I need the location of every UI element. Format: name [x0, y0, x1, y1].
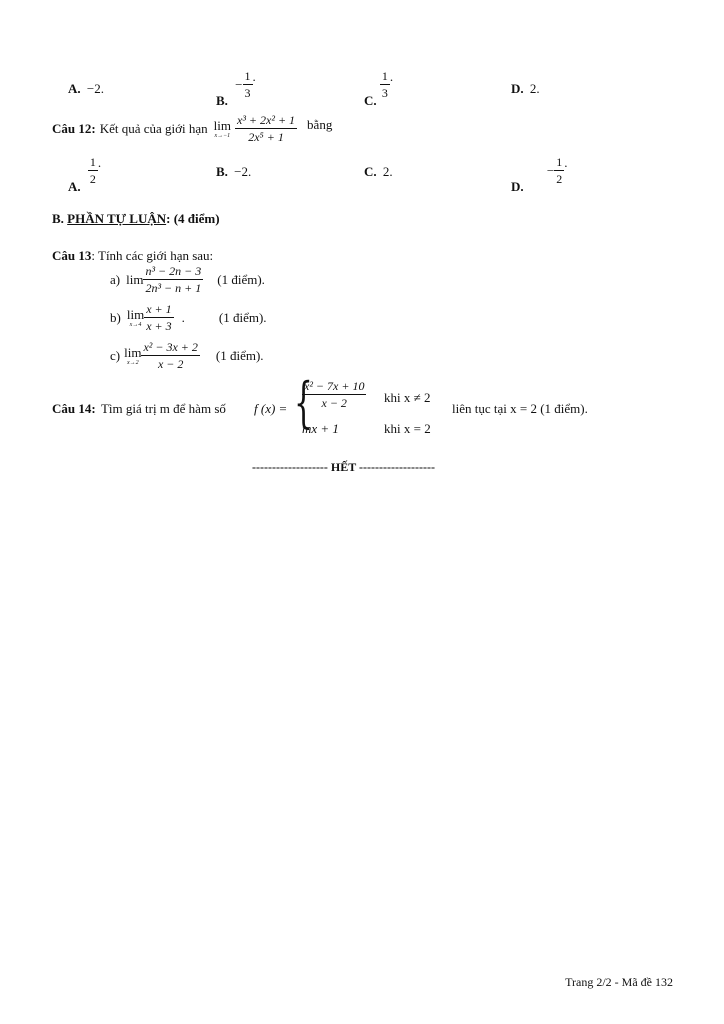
q12-option-a: [68, 155, 102, 195]
q12-a-label: A.: [68, 179, 81, 195]
q13-a-den: 2n³ − n + 1: [145, 281, 202, 295]
q14-case1-den: x − 2: [321, 396, 347, 410]
q11-c-den: 3: [381, 86, 388, 100]
end-mark: ------------------- HẾT -------------------: [252, 460, 435, 474]
q13-b-num: x + 1: [146, 302, 172, 316]
q13-b-den: x + 3: [146, 319, 172, 333]
q14-case1-num: x² − 7x + 10: [304, 379, 365, 393]
q12-lim-sub: x→−1: [214, 132, 231, 139]
q13-c-points: (1 điểm).: [215, 347, 264, 363]
q12-den: 2x⁵ + 1: [248, 130, 284, 144]
q14-case2-cond: khi x = 2: [384, 421, 431, 436]
q12-d-sign: −: [546, 163, 555, 179]
q11-a-label: A.: [68, 81, 81, 96]
q12-question: [52, 114, 332, 143]
q13-b-points: (1 điểm).: [218, 309, 267, 325]
q13-c-label: c): [110, 347, 121, 363]
q12-option-d: [511, 155, 568, 195]
q13-a-num: n³ − 2n − 3: [145, 264, 202, 278]
q13-b-limit: [127, 308, 144, 328]
q11-d-label: D.: [511, 81, 524, 96]
q11-b-num: 1: [244, 69, 251, 83]
q13-c-num: x² − 3x + 2: [143, 340, 198, 354]
q12-d-den: 2: [556, 172, 563, 186]
q13-b-tail: .: [181, 309, 185, 325]
q12-c-label: C.: [364, 164, 377, 179]
q11-option-d: [511, 81, 540, 97]
section-b-points: : (4 điểm): [166, 211, 220, 226]
q14-case1-fraction: [302, 380, 366, 409]
q13-title: Câu 13: [52, 248, 92, 263]
q13-a-points: (1 điểm).: [217, 271, 265, 287]
q12-suffix: bằng: [307, 116, 333, 132]
q12-d-label: D.: [511, 179, 524, 195]
q13-a-fraction: [143, 265, 203, 294]
q13-b-label: b): [110, 309, 121, 325]
q14-fx: f (x) =: [254, 401, 288, 416]
q14-case1-cond: khi x ≠ 2: [384, 390, 431, 405]
q11-b-tail: .: [252, 69, 256, 85]
q12-b-value: −2.: [234, 164, 252, 179]
q11-c-label: C.: [364, 93, 377, 109]
q13-c-sub: x→2: [126, 359, 139, 366]
q13-c-den: x − 2: [157, 357, 184, 371]
q12-c-value: 2.: [382, 164, 393, 179]
q13-b-sub: x→4: [129, 321, 142, 328]
q13-part-a: [110, 265, 265, 294]
q13-part-b: [110, 303, 267, 332]
q14-text-block: [52, 401, 226, 417]
q12-a-den: 2: [89, 172, 96, 186]
q14-brace: {: [294, 371, 313, 434]
q12-text: Kết quả của giới hạn: [99, 120, 208, 136]
q12-fraction: [235, 114, 297, 143]
q11-c-num: 1: [381, 69, 388, 83]
q11-option-b: [216, 69, 256, 109]
q12-title: Câu 12:: [52, 120, 96, 136]
q11-a-value: −2.: [86, 81, 104, 96]
section-b-title: PHẦN TỰ LUẬN: [67, 211, 167, 226]
q12-b-label: B.: [216, 164, 228, 179]
q11-d-value: 2.: [529, 81, 540, 96]
q12-d-num: 1: [556, 155, 563, 169]
section-b-heading: [52, 211, 220, 227]
q14-text: Tìm giá trị m để hàm số: [100, 401, 226, 416]
q13-b-lim: lim: [126, 306, 145, 322]
q12-num: x³ + 2x² + 1: [237, 113, 296, 127]
q13-c-lim: lim: [124, 344, 142, 360]
q12-a-num: 1: [89, 155, 96, 169]
q12-a-tail: .: [97, 155, 102, 171]
q11-option-c: [364, 69, 394, 109]
q13-part-c: [110, 341, 264, 370]
q13-text: : Tính các giới hạn sau:: [91, 248, 214, 263]
q11-b-fraction: [243, 70, 253, 99]
q12-d-tail: .: [564, 155, 568, 171]
q14-suffix: liên tục tại x = 2 (1 điểm).: [452, 401, 588, 416]
q13-c-limit: [124, 346, 141, 366]
q11-b-den: 3: [244, 86, 251, 100]
q14-case-1: [302, 380, 366, 409]
q13-intro: [52, 248, 213, 264]
section-b-prefix: B.: [52, 211, 64, 226]
q13-a-lim: lim: [126, 271, 144, 287]
page-footer: Trang 2/2 - Mã đề 132: [565, 975, 673, 989]
q12-a-fraction: [88, 156, 98, 185]
q12-option-c: [364, 164, 393, 180]
q11-c-tail: .: [389, 69, 394, 85]
q12-limit: [214, 119, 231, 139]
q13-a-label: a): [110, 271, 121, 287]
q12-option-b: [216, 164, 251, 180]
q13-b-fraction: [144, 303, 173, 332]
q14-case2-expr: mx + 1: [302, 421, 339, 436]
q11-option-a: [68, 81, 104, 97]
q13-c-fraction: [141, 341, 199, 370]
q12-d-fraction: [554, 156, 564, 185]
q12-lim-word: lim: [213, 117, 231, 133]
q14-title: Câu 14:: [52, 401, 96, 416]
q11-b-sign: −: [235, 77, 243, 93]
q11-c-fraction: [380, 70, 390, 99]
q11-b-label: B.: [216, 93, 228, 109]
